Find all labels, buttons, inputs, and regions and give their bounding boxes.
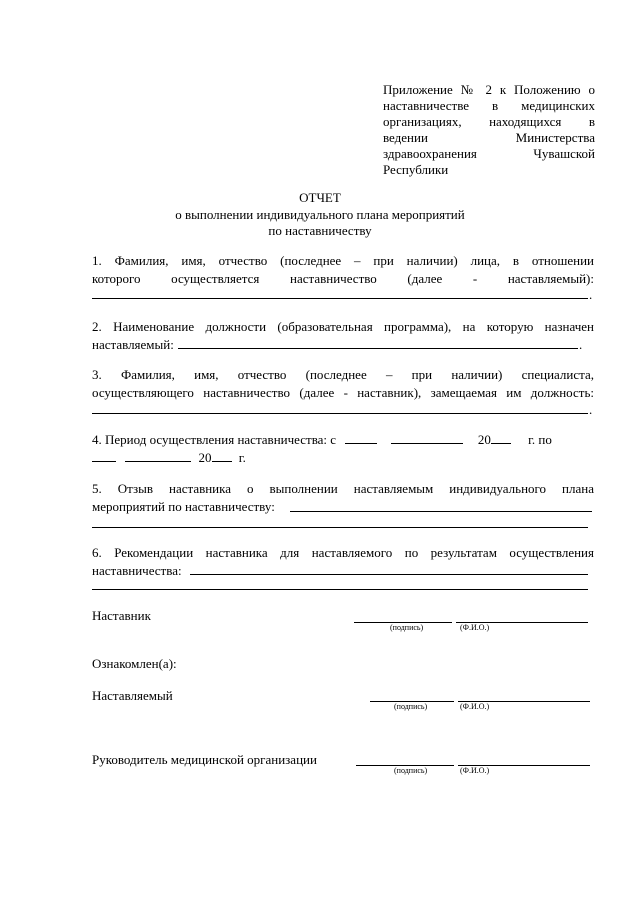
item-6-line-1: 6. Рекомендации наставника для наставляемого по результатам осуществления [92, 545, 594, 560]
period-start-year-blank[interactable] [491, 431, 511, 444]
item-2-line-2: наставляемый: [92, 337, 174, 352]
appendix-note [383, 82, 595, 178]
item-6-blank-2[interactable] [92, 589, 588, 590]
mentee-name-caption: (Ф.И.О.) [460, 702, 490, 711]
period-end-year-blank[interactable] [212, 449, 232, 462]
item-4-text-1: 4. Период осуществления наставничества: с [92, 432, 337, 447]
item-4-text-3: г. [238, 450, 246, 465]
head-name-caption: (Ф.И.О.) [460, 766, 490, 775]
item-3 [92, 366, 594, 402]
item-2-line-1: 2. Наименование должности (образовательная программа), на которую назначен [92, 319, 594, 334]
mentee-label: Наставляемый [92, 688, 173, 703]
item-3-line-1: 3. Фамилия, имя, отчество (последнее – при наличии) специалиста, [92, 367, 594, 382]
item-4-text-2: г. по [528, 432, 552, 447]
item-2-blank[interactable] [178, 348, 578, 349]
appendix-line: здравоохранения Чувашской [383, 146, 595, 161]
item-4-year-prefix-1: 20 [477, 432, 491, 447]
item-4-year-prefix-2: 20 [198, 450, 212, 465]
appendix-line: Приложение № 2 к Положению о [383, 82, 595, 97]
item-1-blank[interactable] [92, 298, 588, 299]
item-1-period: . [589, 287, 593, 302]
period-end-day-blank[interactable] [92, 449, 116, 462]
item-1 [92, 252, 594, 288]
item-5-line-1: 5. Отзыв наставника о выполнении наставляемым индивидуального плана [92, 481, 594, 496]
item-3-period: . [589, 402, 593, 417]
mentor-name-caption: (Ф.И.О.) [460, 623, 490, 632]
mentor-label: Наставник [92, 608, 151, 623]
item-4 [92, 431, 596, 467]
mentee-signature-caption: (подпись) [394, 702, 428, 711]
doc-title: ОТЧЕТ [299, 190, 341, 205]
item-5-blank-2[interactable] [92, 527, 588, 528]
appendix-line: Республики [383, 162, 449, 177]
appendix-line: ведении Министерства [383, 130, 595, 145]
period-start-month-blank[interactable] [391, 431, 463, 444]
item-1-line-2: которого осуществляется наставничество (далее - наставляемый): [92, 271, 594, 286]
head-label: Руководитель медицинской организации [92, 752, 317, 767]
item-3-line-2: осуществляющего наставничество (далее - наставник), замещаемая им должность: [92, 385, 594, 400]
head-signature-caption: (подпись) [394, 766, 428, 775]
item-3-blank[interactable] [92, 413, 588, 414]
period-end-month-blank[interactable] [125, 449, 191, 462]
doc-subtitle-1: о выполнении индивидуального плана мероприятий [175, 207, 465, 222]
item-5-line-2: мероприятий по наставничеству: [92, 499, 275, 514]
appendix-line: организациях, находящихся в [383, 114, 595, 129]
item-6-blank-1[interactable] [190, 574, 588, 575]
item-6-line-2: наставничества: [92, 563, 182, 578]
item-1-line-1: 1. Фамилия, имя, отчество (последнее – при наличии) лица, в отношении [92, 253, 594, 268]
doc-subtitle-2: по наставничеству [268, 223, 372, 238]
mentor-signature-caption: (подпись) [390, 623, 424, 632]
item-5-blank-1[interactable] [290, 511, 592, 512]
item-2-period: . [579, 337, 583, 352]
appendix-line: наставничестве в медицинских [383, 98, 595, 113]
period-start-day-blank[interactable] [345, 431, 377, 444]
acquainted-label: Ознакомлен(а): [92, 656, 177, 671]
